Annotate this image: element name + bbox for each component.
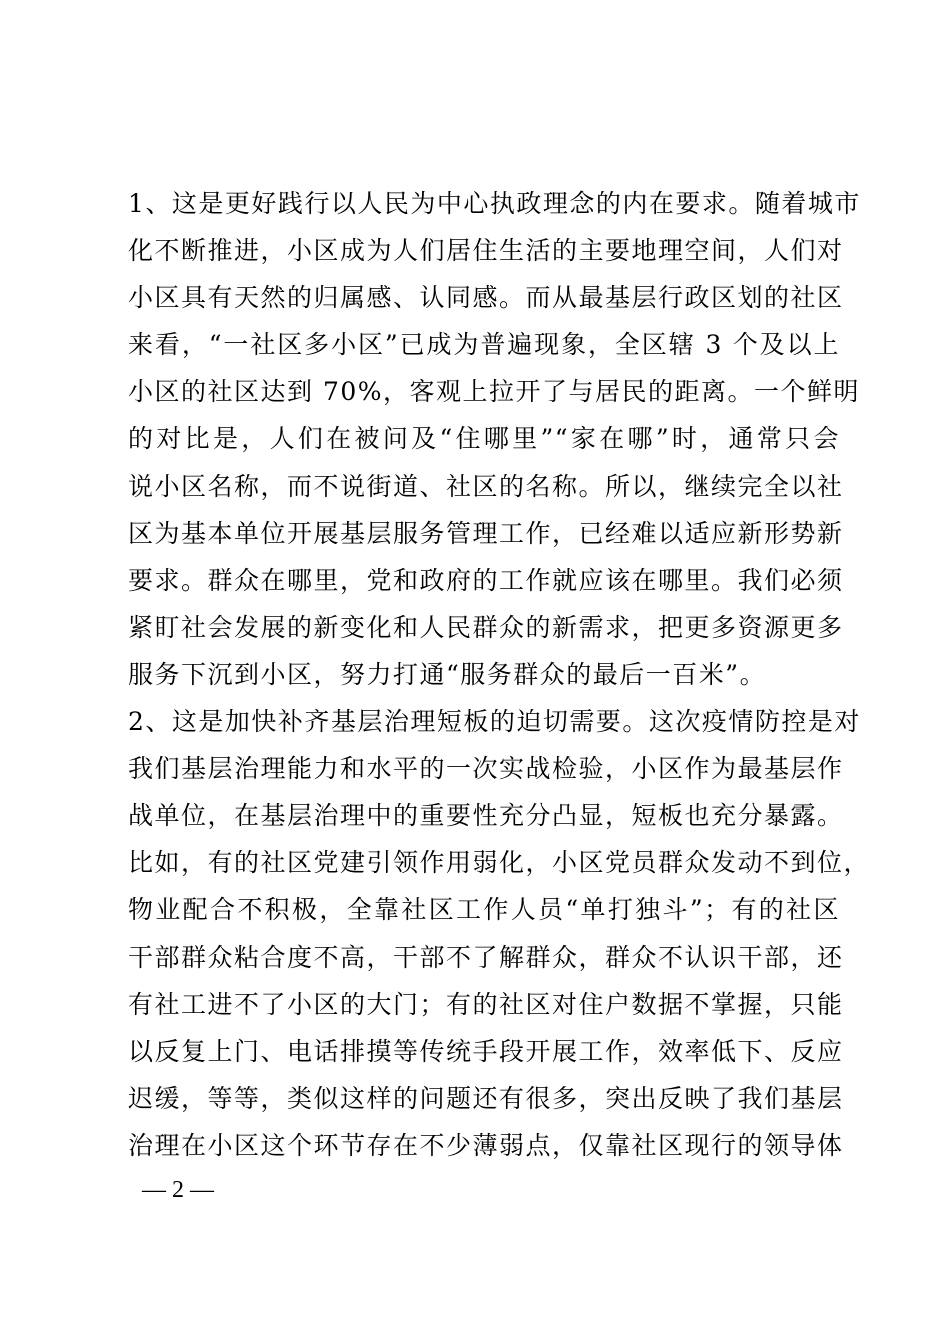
text-line: 的对比是，人们在被问及“住哪里”“家在哪”时，通常只会 [128, 424, 840, 454]
text-line: 紧盯社会发展的新变化和人民群众的新需求，把更多资源更多 [128, 612, 844, 642]
text-line: 服务下沉到小区，努力打通“服务群众的最后一百米”。 [128, 659, 767, 689]
text-line: 干部群众粘合度不高，干部不了解群众，群众不认识干部，还 [128, 942, 844, 972]
text-line: 小区的社区达到 70%，客观上拉开了与居民的距离。一个鲜明 [128, 377, 861, 407]
text-line: 说小区名称，而不说街道、社区的名称。所以，继续完全以社 [128, 471, 844, 501]
page-number: — 2 — [142, 1177, 214, 1203]
text-line: 来看，“一社区多小区”已成为普遍现象，全区辖 3 个及以上 [128, 330, 840, 360]
text-line: 化不断推进，小区成为人们居住生活的主要地理空间，人们对 [128, 236, 844, 266]
text-line: 要求。群众在哪里，党和政府的工作就应该在哪里。我们必须 [128, 565, 844, 595]
paragraph-1 [128, 180, 861, 698]
text-line: 我们基层治理能力和水平的一次实战检验，小区作为最基层作 [128, 754, 844, 784]
text-line: 2、这是加快补齐基层治理短板的迫切需要。这次疫情防控是对 [128, 707, 861, 737]
text-line: 治理在小区这个环节存在不少薄弱点，仅靠社区现行的领导体 [128, 1130, 844, 1160]
text-line: 1、这是更好践行以人民为中心执政理念的内在要求。随着城市 [128, 189, 861, 218]
text-line: 迟缓，等等，类似这样的问题还有很多，突出反映了我们基层 [128, 1083, 844, 1113]
paragraph-2 [128, 698, 871, 1169]
text-line: 比如，有的社区党建引领作用弱化，小区党员群众发动不到位， [128, 848, 871, 878]
text-line: 小区具有天然的归属感、认同感。而从最基层行政区划的社区 [128, 283, 844, 313]
text-line: 物业配合不积极，全靠社区工作人员“单打独斗”；有的社区 [128, 895, 840, 925]
text-line: 战单位，在基层治理中的重要性充分凸显，短板也充分暴露。 [128, 801, 844, 831]
text-line: 区为基本单位开展基层服务管理工作，已经难以适应新形势新 [128, 518, 844, 548]
document-body [128, 180, 871, 1169]
text-line: 有社工进不了小区的大门；有的社区对住户数据不掌握，只能 [128, 989, 844, 1019]
text-line: 以反复上门、电话排摸等传统手段开展工作，效率低下、反应 [128, 1036, 844, 1066]
